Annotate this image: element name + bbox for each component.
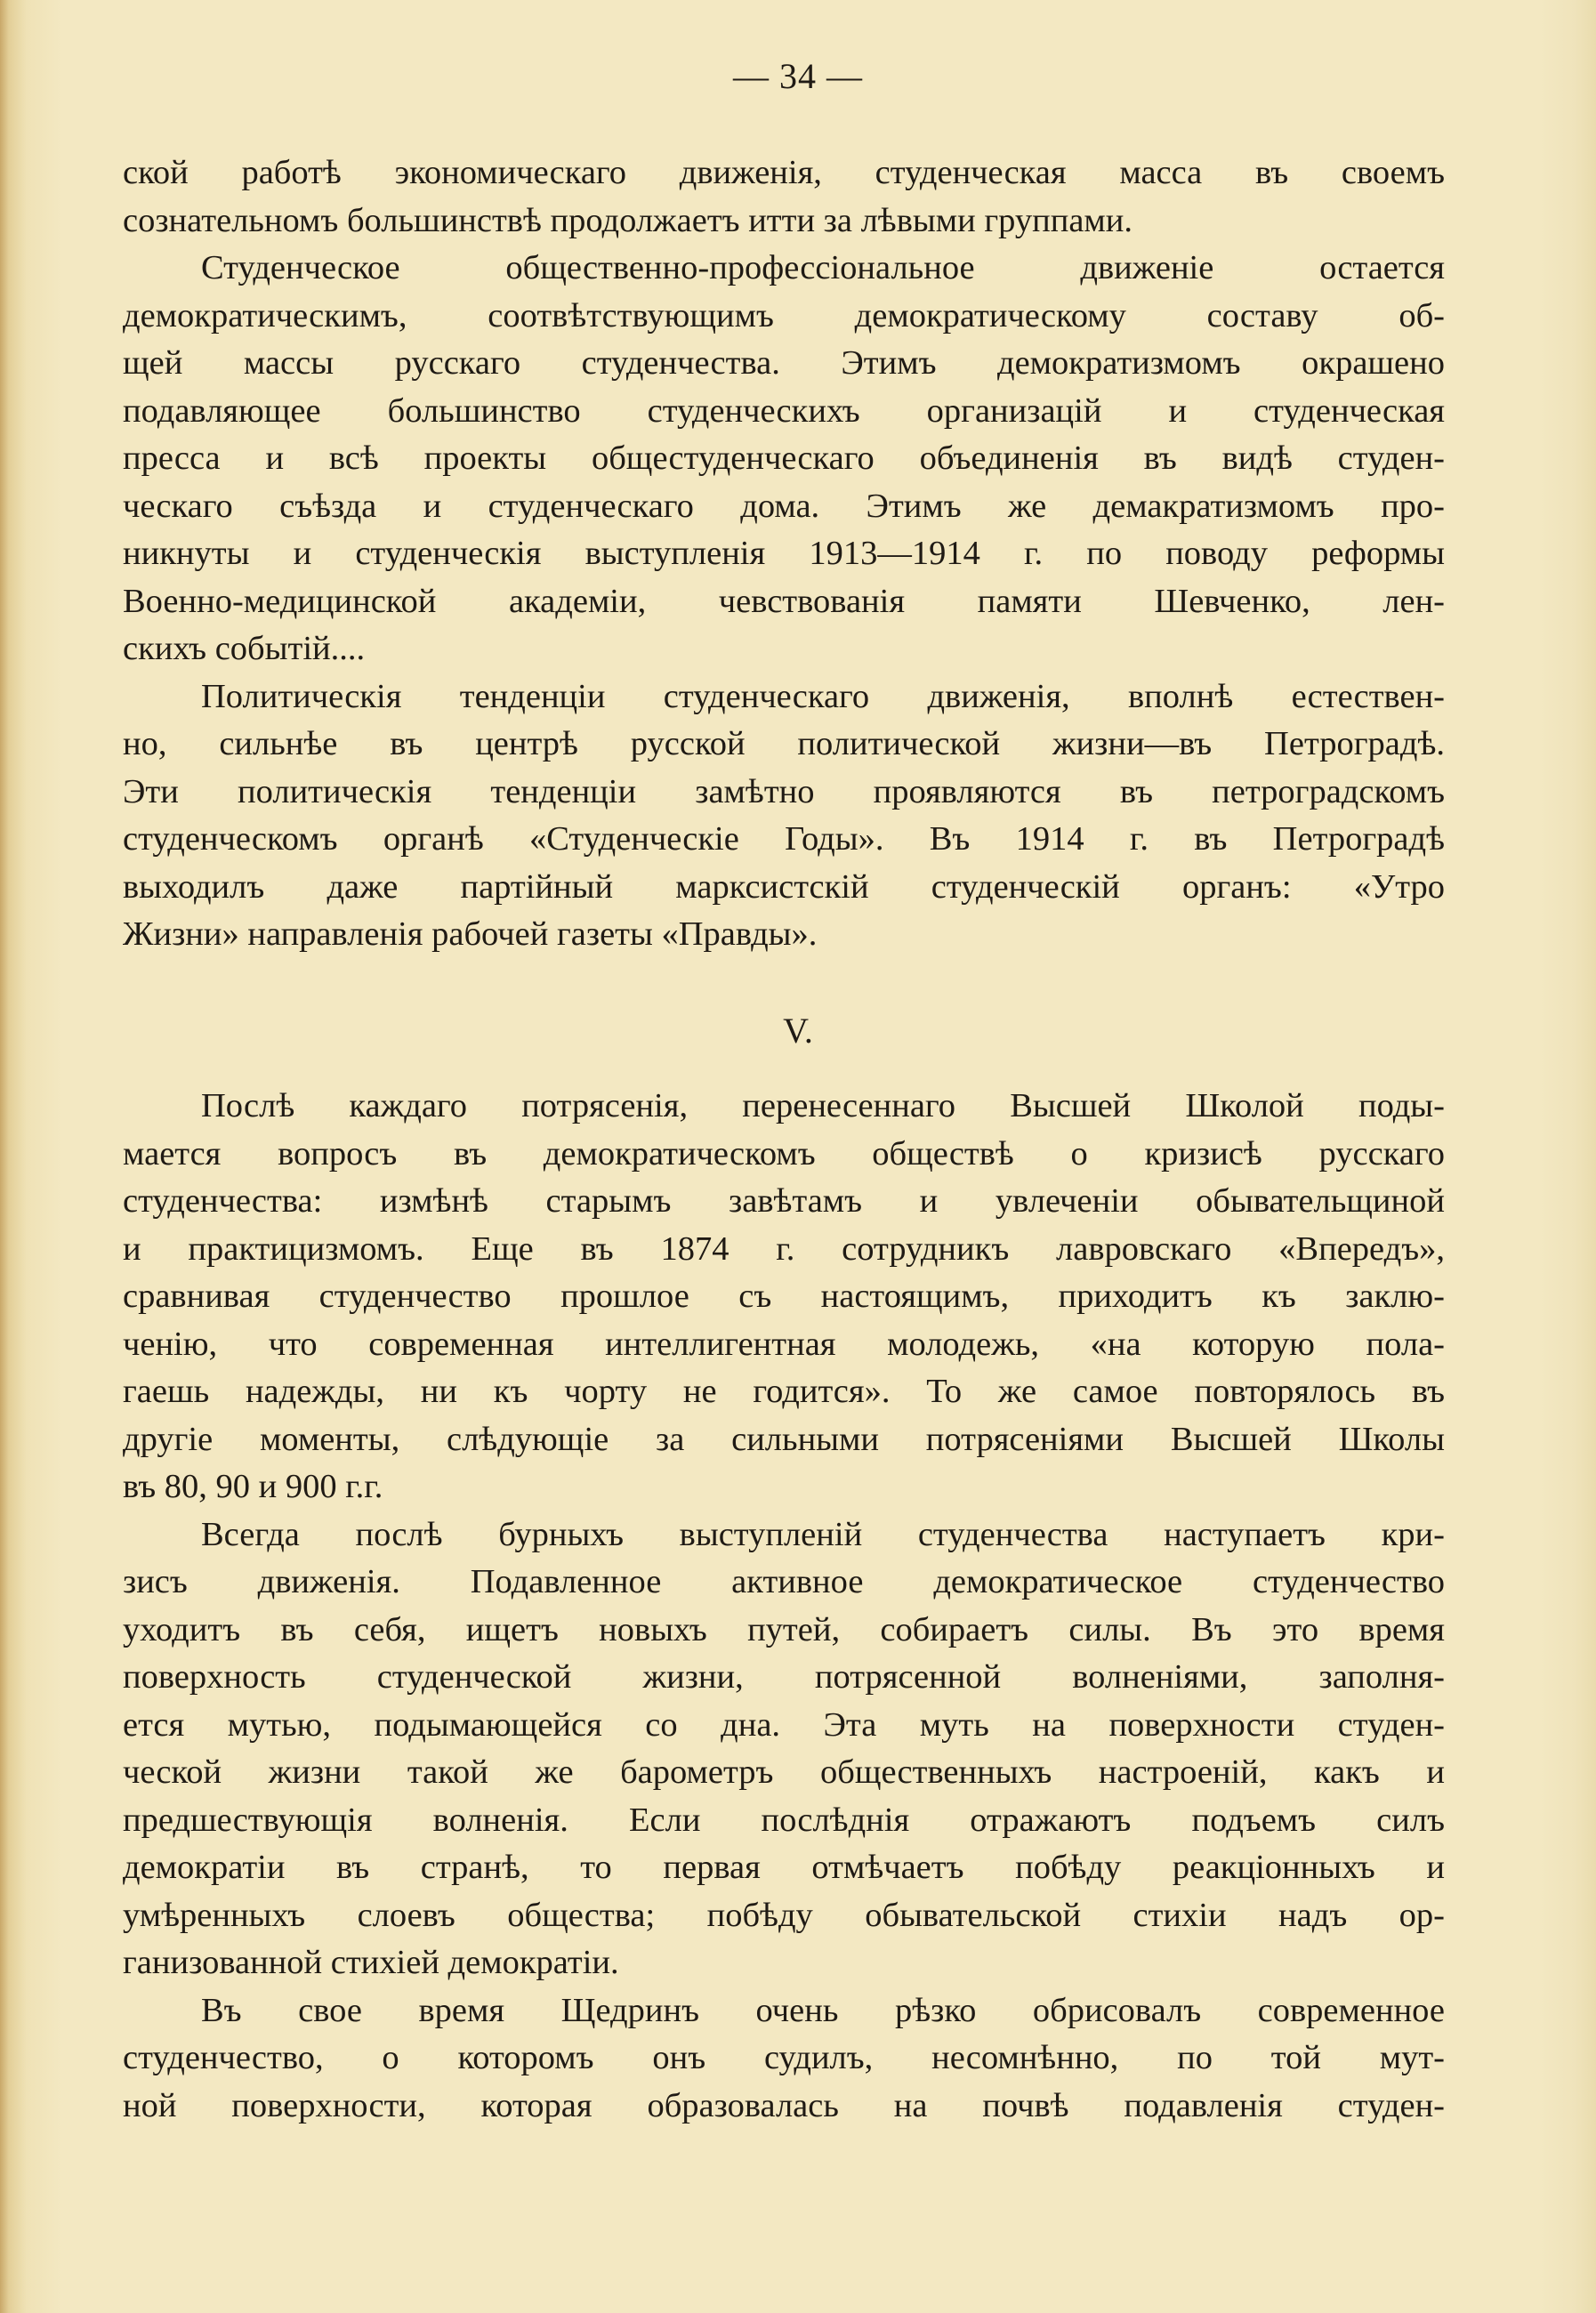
- paragraph: [123, 1083, 1445, 1511]
- text-line: гаешь надежды, ни къ чорту не годится». То же самое повторялось въ: [123, 1373, 1445, 1410]
- page-number: — 34 —: [733, 56, 863, 96]
- text-line: студенчества: измѣнѣ старымъ завѣтамъ и увлеченіи обывательщиной: [123, 1182, 1445, 1220]
- text-line: Военно-медицинской академіи, чевствованія памяти Шевченко, лен-: [123, 582, 1445, 620]
- section-heading: V.: [783, 1011, 813, 1051]
- text-line: зисъ движенія. Подавленное активное демократическое студенчество: [123, 1563, 1445, 1600]
- text-line: Политическія тенденціи студенческаго движенія, вполнѣ естествен-: [201, 677, 1445, 715]
- text-line: никнуты и студенческія выступленія 1913—1914 г. по поводу реформы: [123, 535, 1445, 572]
- paragraph: [123, 1511, 1445, 1987]
- text-line: ческаго съѣзда и студенческаго дома. Этимъ же демакратизмомъ про-: [123, 487, 1445, 525]
- text-line: Жизни» направленія рабочей газеты «Правды».: [123, 915, 818, 953]
- text-line: Эти политическія тенденціи замѣтно проявляются въ петроградскомъ: [123, 772, 1445, 810]
- text-line: скихъ событій....: [123, 630, 366, 667]
- text-block-top: [123, 149, 1445, 959]
- text-line: ской работѣ экономическаго движенія, студенческая масса въ своемъ: [123, 154, 1445, 191]
- paragraph: [123, 149, 1445, 245]
- text-line: уходитъ въ себя, ищетъ новыхъ путей, собираетъ силы. Въ это время: [123, 1610, 1445, 1648]
- text-line: Послѣ каждаго потрясенія, перенесеннаго Высшей Школой поды-: [201, 1087, 1445, 1124]
- paragraph: [123, 673, 1445, 959]
- text-block-bottom: [123, 1083, 1445, 2130]
- text-line: щей массы русскаго студенчества. Этимъ демократизмомъ окрашено: [123, 344, 1445, 382]
- text-line: поверхность студенческой жизни, потрясенной волненіями, заполня-: [123, 1658, 1445, 1696]
- text-line: пресса и всѣ проекты общестуденческаго объединенія въ видѣ студен-: [123, 439, 1445, 477]
- text-line: но, сильнѣе въ центрѣ русской политической жизни—въ Петроградѣ.: [123, 725, 1445, 762]
- text-line: демократіи въ странѣ, то первая отмѣчаетъ побѣду реакціонныхъ и: [123, 1849, 1445, 1886]
- text-line: умѣренныхъ слоевъ общества; побѣду обывательской стихіи надъ ор-: [123, 1896, 1445, 1934]
- text-line: подавляющее большинство студенческихъ организацій и студенческая: [123, 391, 1445, 430]
- text-line: ченію, что современная интеллигентная молодежь, «на которую пола-: [123, 1325, 1445, 1363]
- paragraph: [123, 1987, 1445, 2131]
- text-line: демократическимъ, соотвѣтствующимъ демократическому составу об-: [123, 296, 1445, 334]
- text-line: ной поверхности, которая образовалась на почвѣ подавленія студен-: [123, 2086, 1445, 2124]
- text-line: выходилъ даже партійный марксистскій студенческій органъ: «Утро: [123, 867, 1445, 906]
- text-line: Студенческое общественно-профессіональное движеніе остается: [201, 249, 1445, 286]
- text-line: ческой жизни такой же барометръ общественныхъ настроеній, какъ и: [123, 1753, 1445, 1791]
- text-line: Всегда послѣ бурныхъ выступленій студенчества наступаетъ кри-: [201, 1515, 1445, 1553]
- text-line: предшествующія волненія. Если послѣднія отражаютъ подъемъ силъ: [123, 1801, 1445, 1839]
- text-line: студенчество, о которомъ онъ судилъ, несомнѣнно, по той мут-: [123, 2039, 1445, 2076]
- text-line: мается вопросъ въ демократическомъ обществѣ о кризисѣ русскаго: [123, 1134, 1445, 1173]
- text-line: ется мутью, подымающейся со дна. Эта муть на поверхности студен-: [123, 1705, 1445, 1744]
- text-line: сознательномъ большинствѣ продолжаетъ итти за лѣвыми группами.: [123, 201, 1133, 239]
- text-line: въ 80, 90 и 900 г.г.: [123, 1468, 383, 1505]
- text-line: сравнивая студенчество прошлое съ настоящимъ, приходитъ къ заклю-: [123, 1277, 1445, 1315]
- text-line: студенческомъ органѣ «Студенческіе Годы». Въ 1914 г. въ Петроградѣ: [123, 820, 1445, 858]
- text-line: Въ свое время Щедринъ очень рѣзко обрисовалъ современное: [201, 1991, 1445, 2029]
- text-line: другіе моменты, слѣдующіе за сильными потрясеніями Высшей Школы: [123, 1420, 1445, 1458]
- text-line: и практицизмомъ. Еще въ 1874 г. сотрудникъ лавровскаго «Впередъ»,: [123, 1229, 1445, 1268]
- text-line: ганизованной стихіей демократіи.: [123, 1944, 619, 1981]
- paragraph: [123, 245, 1445, 673]
